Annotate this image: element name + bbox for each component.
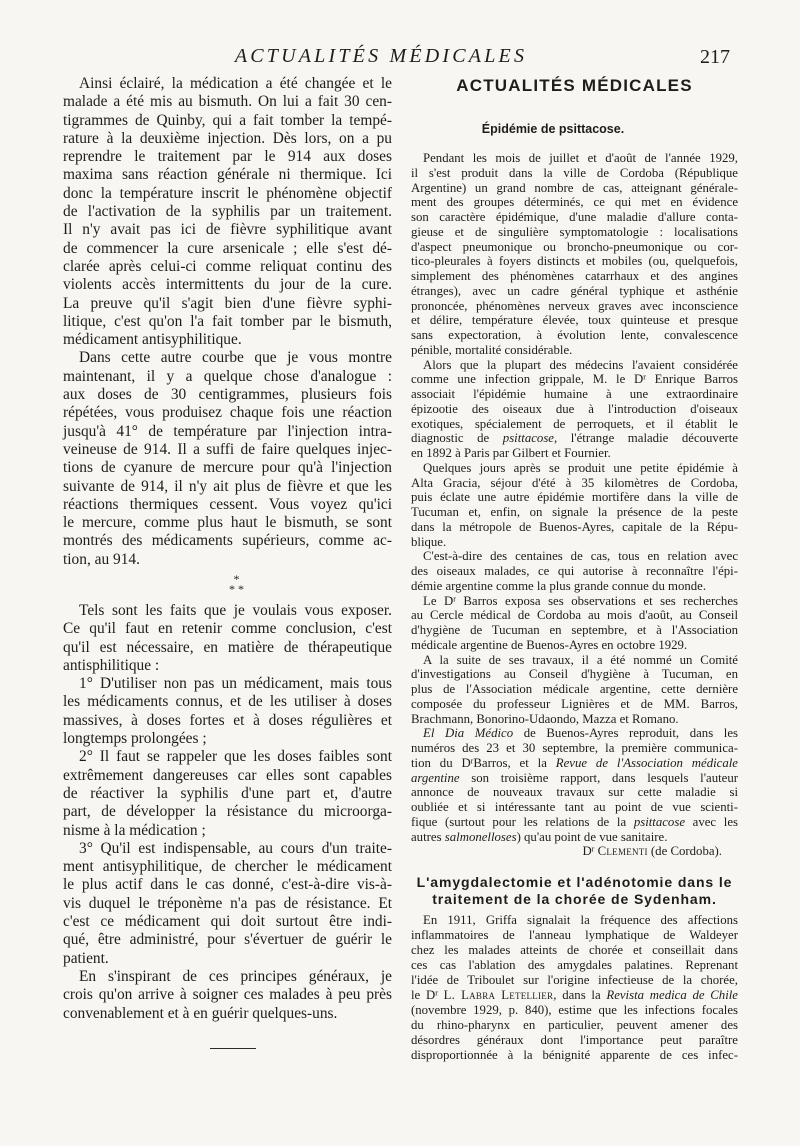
text-line: exotiques, spécialement de perroquets, et il établit le [411, 416, 738, 431]
asterism-top: * [233, 572, 240, 586]
text-line: disproportionnée à la bénignité apparente de ces infec- [411, 1048, 738, 1062]
text-line [411, 815, 738, 830]
text-line: qu'il est nécessaire, en matière de thérapeutique [63, 638, 392, 656]
italic-run: argentine [411, 770, 460, 785]
left-column-text-before-break [63, 75, 392, 569]
section-title: ACTUALITÉS MÉDICALES [456, 76, 693, 95]
text-line: il s'est produit dans la ville de Cordoba (République [411, 165, 738, 180]
superscript-run: r [435, 988, 438, 998]
text-line: désordres généraux dont l'importance peut paraître [411, 1033, 738, 1047]
text-line: oubliée et si intéressante tant au point de vue scienti- [411, 800, 738, 814]
text-line: Ainsi éclairé, la médication a été changée et le [79, 75, 392, 92]
paragraph [411, 594, 738, 653]
text-line: Ce qu'il faut en retenir comme conclusion, c'est [63, 620, 392, 638]
text-line: l'idée de Triboulet sur l'origine infectieuse de la chorée, [411, 973, 738, 987]
text-line: maxima sans réaction générale ni thermique. Ici [63, 166, 392, 184]
running-header-title: ACTUALITÉS MÉDICALES [234, 45, 528, 67]
text-line: Alta Gracia, séjour d'été à 35 kilomètres de Cordoba, [411, 475, 738, 490]
article-paragraphs [411, 151, 738, 844]
article-title-line: traitement de la chorée de Sydenham. [432, 891, 717, 907]
article-body-amygdalectomie [411, 913, 738, 1063]
text-line: médicale argentine de Buenos-Ayres en octobre 1929. [411, 637, 688, 652]
text-line: Quelques jours après se produit une petite épidémie à [423, 460, 738, 475]
text-line: En 1911, Griffa signalait la fréquence des affections [423, 913, 738, 927]
text-line: d'hygiène de Tucuman en septembre, et à l'Association [411, 623, 738, 637]
italic-run: Revista medica de Chile [606, 988, 738, 1002]
text-line: réactions thermiques cessent. Vous voyez qu'ici [63, 495, 392, 513]
text-line: nisme à la médication ; [63, 821, 206, 839]
text-line: sans expectoration, à évolution lente, convalescence [411, 328, 738, 342]
asterism-separator [72, 574, 401, 594]
text-line: de l'activation de la syphilis par un traitement. [63, 203, 392, 221]
text-line: pénible, mortalité considérable. [411, 342, 573, 357]
text-line: tions de cyanure de mercure pour qu'à l'injection [63, 459, 392, 477]
text-line: malade a été mis au bismuth. On lui a fait 30 cen- [63, 93, 392, 111]
text-line: 2° Il faut se rappeler que les doses faibles sont [79, 748, 392, 766]
text-line: Dans cette autre courbe que je vous montre [79, 349, 392, 367]
text-line: patient. [63, 949, 109, 967]
superscript-run: r [470, 756, 474, 766]
text-line: rature à la deuxième injection. Dès lors, on a pu [63, 129, 392, 147]
text-line: aux doses de 30 centigrammes, plusieurs fois [63, 386, 392, 404]
text-line: dans la métropole de Buenos-Ayres, capitale de la Répu- [411, 519, 738, 534]
text-line: composée du professeur Lignières et de MM. Barros, [411, 696, 738, 711]
text-run: tion du D [411, 755, 471, 770]
text-line: des oiseaux malades, ce qui autorise à reconnaître l'épi- [411, 564, 738, 578]
paragraph [63, 602, 392, 675]
text-line: plus de l'Association médicale argentine, cette dernière [411, 682, 738, 696]
text-line: ment des groupes déterminés, ce qui met en évidence [411, 195, 738, 210]
text-line: Il n'y avait pas ici de fièvre syphilitique avant [63, 221, 392, 239]
text-line [411, 726, 738, 741]
text-line: les médicaments connus, et de les utiliser à doses [63, 693, 392, 711]
text-run: , l'étrange maladie découverte [553, 431, 738, 446]
text-line: répétées, vous produisez chaque fois une réaction [63, 404, 392, 422]
text-line: tion, au 914. [63, 550, 140, 568]
text-line: antisphilitique : [63, 656, 160, 674]
text-line: au Cercle médical de Cordoba au mois d'août, au Conseil [411, 608, 738, 623]
paragraph [411, 151, 738, 358]
text-run: , dans la [553, 988, 607, 1002]
text-run: de Buenos-Ayres reproduit, dans les [513, 726, 738, 741]
text-run: autres [411, 829, 445, 844]
text-line: donc la température inscrit le phénomène objectif [63, 184, 392, 202]
text-line: tico-pleurales à foyers distincts et mobiles (ou, quelquefois, [411, 254, 738, 269]
text-line: Pendant les mois de juillet et d'août de l'année 1929, [423, 151, 738, 165]
page-number: 217 [700, 46, 730, 68]
text-line: Tels sont les faits que je voulais vous exposer. [79, 602, 392, 619]
article-body-psittacose [411, 151, 738, 859]
end-of-article-rule [210, 1048, 256, 1049]
text-line: convenablement et à en guérir quelques-uns. [63, 1004, 338, 1022]
text-line [411, 594, 738, 609]
text-line: qué, être administré, pour s'évertuer de guérir le [63, 931, 392, 949]
text-line: puis éclate une autre épidémie mortifère dans la ville de [411, 490, 738, 505]
small-caps-run: Clementi [597, 844, 648, 859]
text-line: montrés des médicaments supérieurs, comme ac- [63, 532, 392, 550]
text-run: le D [411, 988, 436, 1002]
text-line: reprendre le traitement par le 914 aux doses [63, 148, 392, 166]
text-line [411, 372, 738, 387]
text-line: de commencer la cure arsenicale ; elle s'est dé- [63, 239, 392, 257]
text-line: étranges), avec un cadre général typhique et asthénie [411, 283, 738, 298]
article-title-amygdalectomie [411, 874, 738, 908]
asterism-bottom: * * [229, 582, 244, 596]
text-line: d'investigations au Conseil d'hygiène à Tucuman, en [411, 667, 738, 682]
text-line [411, 756, 738, 771]
text-line: La preuve qu'il s'agit bien d'une fièvre syphi- [63, 294, 392, 312]
text-line [411, 431, 738, 446]
text-run: (de Cordoba). [647, 844, 722, 859]
text-line: et délire, température élevée, toux quinteuse et presque [411, 313, 738, 328]
text-line: blique. [411, 534, 447, 549]
italic-run: Revue de l'Association médicale [555, 755, 738, 770]
paragraph [411, 549, 738, 593]
paragraph [63, 75, 392, 349]
text-line: maintenant, il y a quelque chose d'analogue : [63, 367, 392, 385]
text-line: 3° Qu'il est indispensable, au cours d'un traite- [79, 839, 392, 857]
text-line: ces cas l'ablation des amygdales palatines. Reprenant [411, 958, 738, 972]
paragraph [411, 461, 738, 550]
text-line: violents accès intermittents du jour de la cure. [63, 276, 392, 294]
paragraph [63, 968, 392, 1023]
text-run: comme une infection grippale, M. le D [411, 372, 644, 387]
paragraph [411, 653, 738, 727]
paragraph [411, 358, 738, 461]
text-line: longtemps prolongées ; [63, 730, 207, 748]
left-column-text-after-break [63, 602, 392, 1023]
text-line: démie argentine comme la plus grande connue du monde. [411, 578, 707, 593]
text-run: Le D [423, 593, 454, 608]
superscript-run: r [591, 844, 595, 854]
text-line: part, de développer la résistance du microorga- [63, 803, 392, 821]
text-line: associait l'épidémie humaine à une extraordinaire [411, 387, 738, 401]
text-line: du rhino-pharynx en particulier, peuvent amener des [411, 1018, 738, 1032]
text-line: Tucuman et, enfin, on signale la présence de la peste [411, 505, 738, 519]
text-line: d'aspect pneumonique ou broncho-pneumonique ou cor- [411, 239, 738, 254]
superscript-run: r [453, 593, 456, 603]
text-run: diagnostic de [411, 431, 503, 446]
text-run: son troisième rapport, dans lesquels l'auteur [459, 770, 738, 785]
text-line [411, 771, 738, 786]
text-line: ment antisyphilitique, de chercher le médicament [63, 858, 392, 876]
text-line: 1° D'utiliser non pas un médicament, mais tous [79, 675, 392, 693]
text-run: Barros exposa ses observations et ses recherches [455, 593, 738, 608]
text-run: Enrique Barros [645, 372, 738, 387]
text-line: médicament antisyphilitique. [63, 331, 242, 349]
paragraph [411, 913, 738, 1063]
text-line: litique, c'est qu'on l'a fait tomber par le bismuth, [63, 312, 392, 330]
paragraph [63, 675, 392, 748]
text-line: numéros des 23 et 30 septembre, la première communica- [411, 741, 738, 755]
italic-run: psittacose [633, 814, 685, 829]
signature [411, 844, 738, 859]
text-line: c'est ce médicament qui doit surtout être indi- [63, 913, 392, 931]
paragraph [63, 840, 392, 968]
text-line: son caractère épidémique, d'une maladie d'allure conta- [411, 210, 738, 224]
text-line: Brachmann, Bonorino-Udaondo, Mazza et Romano. [411, 711, 679, 726]
text-line: Argentine) un grand nombre de cas, atteignant générale- [411, 180, 738, 195]
text-run: avec les [685, 814, 738, 829]
text-run: fique (surtout pour les relations de la [411, 814, 634, 829]
text-line: le plus actif dans le cas donné, c'est-à-dire vis-à- [63, 876, 392, 894]
text-line: C'est-à-dire des centaines de cas, tous en relation avec [423, 549, 738, 564]
superscript-run: r [643, 372, 646, 382]
text-line: clarée après celui-ci comme reliquat continu des [63, 257, 392, 275]
text-line: En s'inspirant de ces principes généraux, je [79, 967, 392, 985]
text-line: jusqu'à 41° de température par l'injection intra- [63, 422, 392, 440]
italic-run: salmonelloses [444, 829, 517, 844]
italic-run: psittacose [502, 431, 554, 446]
text-line: annonce de nouveaux travaux sur cette maladie si [411, 785, 738, 800]
text-line: vis duquel le tréponème n'a pas de résistance. Et [63, 894, 392, 912]
text-run: Barros, et la [473, 755, 556, 770]
text-line: de réactiver la syphilis d'une part et, d'autre [63, 784, 392, 802]
text-line: (novembre 1929, p. 840), estime que les infections focales [411, 1003, 738, 1017]
italic-run: El Dia Médico [423, 726, 514, 741]
article-title-line: L'amygdalectomie et l'adénotomie dans le [416, 874, 733, 890]
text-line [411, 988, 738, 1003]
paragraph [63, 349, 392, 569]
text-line: épizootie des oiseaux due à l'introduction d'oiseaux [411, 401, 738, 416]
paragraph [63, 748, 392, 839]
text-run: ) qu'au point de vue sanitaire. [516, 829, 668, 844]
article-title-psittacose: Épidémie de psittacose. [481, 122, 625, 136]
text-line: tigrammes de Quinby, qui a fait tomber la tempé- [63, 111, 392, 129]
paragraph [411, 726, 738, 844]
text-line: Alors que la plupart des médecins l'avaient considérée [423, 357, 738, 372]
text-line: le mercure, comme plus haut le bismuth, se sont [63, 514, 392, 532]
text-line: chez les malades atteints de chorée et conseillait dans [411, 943, 738, 957]
text-line: inflammatoires de l'anneau lymphatique de Waldeyer [411, 928, 738, 942]
text-line: massives, à doses fortes et à doses régulières et [63, 711, 392, 729]
text-line: crois qu'on arrive à soigner ces malades à peu près [63, 986, 392, 1004]
text-line: en 1892 à Paris par Gilbert et Fournier. [411, 446, 611, 460]
text-line: A la suite de ses travaux, il a été nommé un Comité [423, 652, 738, 667]
text-line: suivante de 914, il n'y ait plus de fièvre et que les [63, 477, 392, 495]
text-line: extrêmement dangereuses car elles sont capables [63, 766, 392, 784]
text-line: gieuse et de singulière symptomatologie : localisations [411, 224, 738, 239]
text-line: simplement des phénomènes catarrhaux et des angines [411, 269, 738, 283]
text-line [411, 830, 738, 845]
text-run: D [582, 844, 592, 859]
text-line: veineuse de 914. Il a suffi de faire quelques injec- [63, 440, 392, 458]
small-caps-run: L. Labra Letellier [443, 988, 554, 1002]
text-line: prononcée, phénomènes nerveux graves avec inconscience [411, 298, 738, 313]
